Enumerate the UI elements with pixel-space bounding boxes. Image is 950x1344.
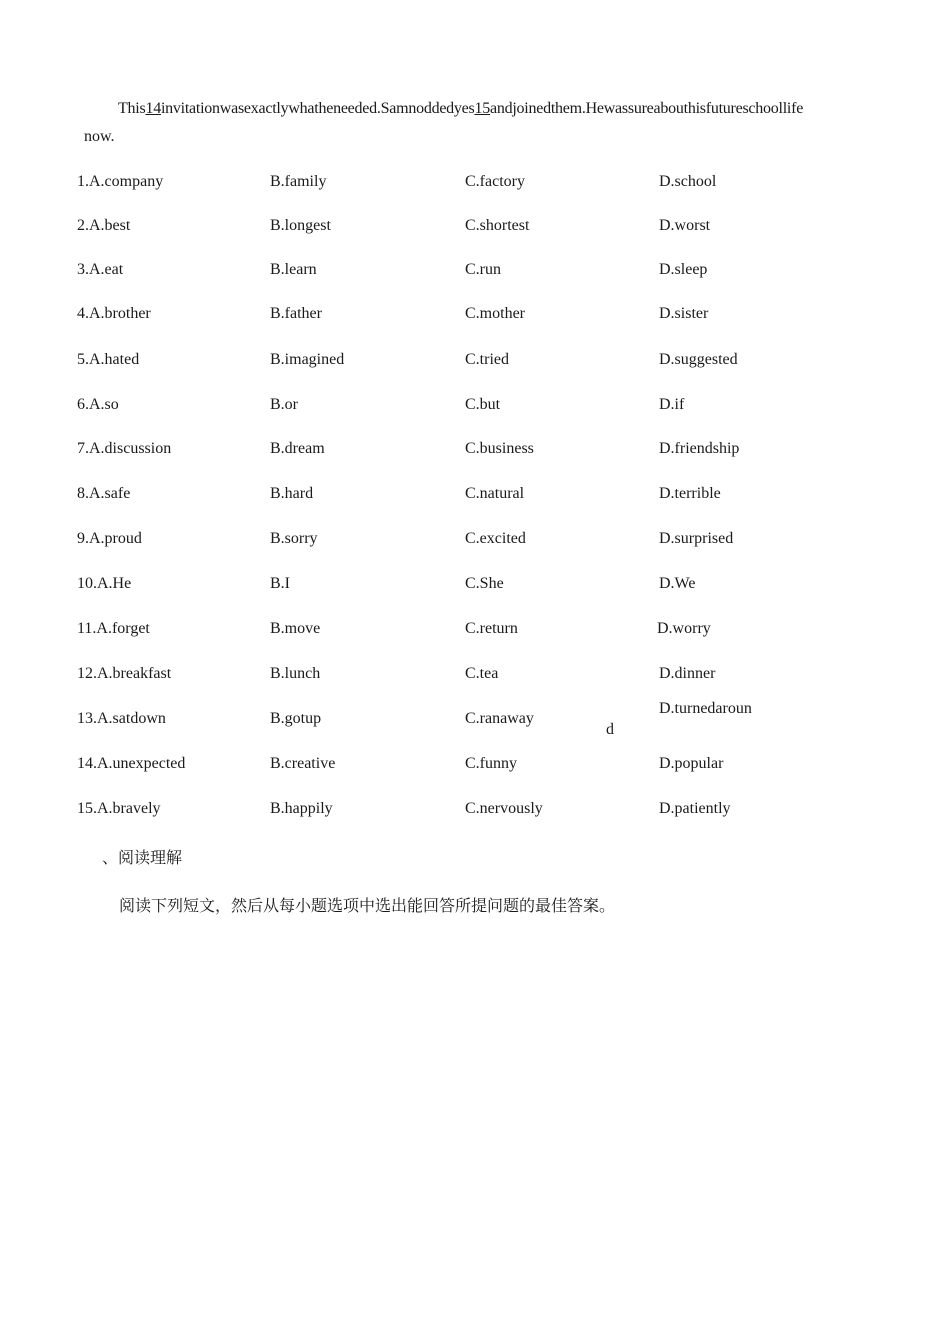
option-d: D.dinner	[659, 665, 716, 682]
option-b: B.happily	[270, 800, 333, 817]
option-a: 13.A.satdown	[77, 710, 166, 727]
passage-line-1	[118, 95, 803, 123]
option-d: D.sleep	[659, 261, 708, 278]
blank-14: 14	[145, 100, 161, 117]
reading-instruction: 阅读下列短文，然后从每小题选项中选出能回答所提问题的最佳答案。	[119, 898, 616, 915]
option-a: 1.A.company	[77, 173, 164, 190]
passage-text: andjoinedthem.Hewassureabouthisfutureschoollife	[490, 100, 804, 117]
option-a: 12.A.breakfast	[77, 665, 172, 682]
option-a: 11.A.forget	[77, 620, 150, 637]
option-d: D.worry	[657, 620, 711, 637]
question-row	[0, 305, 950, 327]
option-b: B.learn	[270, 261, 317, 278]
question-row	[0, 396, 950, 418]
option-d: D.popular	[659, 755, 724, 772]
option-d: D.school	[659, 173, 717, 190]
option-a: 8.A.safe	[77, 485, 131, 502]
question-row	[0, 800, 950, 822]
option-b: B.family	[270, 173, 327, 190]
question-row	[0, 440, 950, 462]
option-b: B.gotup	[270, 710, 322, 727]
question-row	[0, 217, 950, 239]
option-c: C.tried	[465, 351, 509, 368]
option-d: D.turnedaroun	[659, 700, 752, 717]
option-a: 10.A.He	[77, 575, 132, 592]
option-b: B.I	[270, 575, 290, 592]
option-b: B.or	[270, 396, 298, 413]
question-row	[0, 700, 950, 732]
option-c: C.ranaway	[465, 710, 534, 727]
option-c: C.run	[465, 261, 501, 278]
passage-text: This	[118, 100, 146, 117]
option-d: D.worst	[659, 217, 711, 234]
question-row	[0, 755, 950, 777]
option-c: C.tea	[465, 665, 499, 682]
option-d: D.terrible	[659, 485, 721, 502]
blank-15: 15	[474, 100, 490, 117]
option-a: 6.A.so	[77, 396, 119, 413]
question-row	[0, 173, 950, 195]
option-a: 5.A.hated	[77, 351, 140, 368]
option-b: B.imagined	[270, 351, 345, 368]
option-a: 3.A.eat	[77, 261, 124, 278]
option-b: B.lunch	[270, 665, 321, 682]
option-c: C.natural	[465, 485, 525, 502]
option-c: C.return	[465, 620, 518, 637]
option-d: D.suggested	[659, 351, 738, 368]
question-row	[0, 530, 950, 552]
option-d: D.We	[659, 575, 696, 592]
option-a: 4.A.brother	[77, 305, 151, 322]
option-b: B.hard	[270, 485, 314, 502]
option-c: C.factory	[465, 173, 525, 190]
option-c: C.but	[465, 396, 501, 413]
question-row	[0, 261, 950, 283]
question-row	[0, 575, 950, 597]
question-row	[0, 351, 950, 373]
option-d: D.friendship	[659, 440, 740, 457]
section-heading: 、阅读理解	[102, 850, 183, 867]
option-b: B.father	[270, 305, 322, 322]
option-b: B.sorry	[270, 530, 318, 547]
option-b: B.creative	[270, 755, 336, 772]
option-a: 7.A.discussion	[77, 440, 172, 457]
option-c: C.excited	[465, 530, 526, 547]
passage-text: invitationwasexactlywhatheneeded.Samnoddedyes	[160, 100, 475, 117]
wrapped-text-fragment: d	[606, 721, 614, 738]
option-c: C.nervously	[465, 800, 543, 817]
option-a: 2.A.best	[77, 217, 131, 234]
question-row	[0, 620, 950, 642]
option-c: C.She	[465, 575, 504, 592]
option-b: B.move	[270, 620, 321, 637]
option-c: C.shortest	[465, 217, 530, 234]
option-a: 9.A.proud	[77, 530, 142, 547]
passage-line-2: now.	[84, 128, 115, 145]
option-d: D.surprised	[659, 530, 734, 547]
option-a: 15.A.bravely	[77, 800, 161, 817]
option-d: D.patiently	[659, 800, 731, 817]
option-c: C.business	[465, 440, 534, 457]
option-a: 14.A.unexpected	[77, 755, 186, 772]
question-row	[0, 485, 950, 507]
option-b: B.longest	[270, 217, 331, 234]
option-c: C.mother	[465, 305, 525, 322]
option-d: D.sister	[659, 305, 709, 322]
question-row	[0, 665, 950, 687]
option-b: B.dream	[270, 440, 325, 457]
option-c: C.funny	[465, 755, 517, 772]
option-d: D.if	[659, 396, 685, 413]
